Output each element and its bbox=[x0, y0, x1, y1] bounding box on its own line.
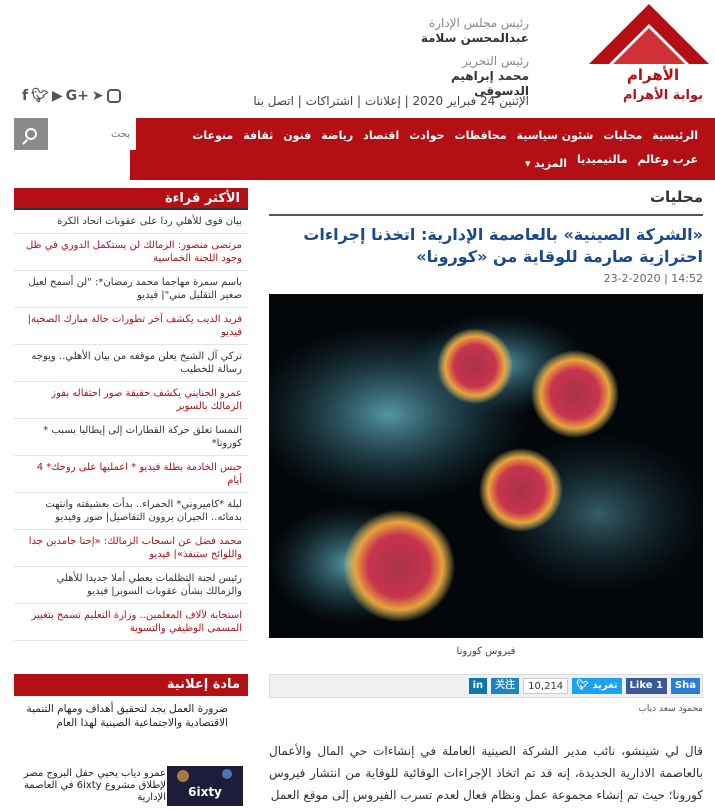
ad-item-text[interactable]: عمرو دياب يحيي حفل البروج مصر لإطلاق مشروع 6ixty في العاصمة الإدارية bbox=[23, 768, 166, 803]
search-area bbox=[14, 118, 130, 152]
facebook-like-button[interactable]: Like 1 bbox=[626, 678, 667, 694]
sidebar bbox=[14, 188, 248, 641]
ad-header: مادة إعلانية bbox=[14, 674, 248, 696]
youtube-icon[interactable]: ▶ bbox=[51, 88, 63, 104]
article-image bbox=[269, 294, 703, 638]
most-read-item[interactable]: ليلة *كاميروني* الحمراء.. بدأت بعشيقته وانتهت بدمائه.. الجيران يروون التفاصيل| صور وفيديو bbox=[14, 493, 248, 530]
linkedin-share-button[interactable]: in bbox=[469, 678, 488, 694]
editor-role: رئيس التحرير bbox=[462, 54, 529, 68]
nav-item[interactable]: شئون سياسية bbox=[516, 129, 594, 142]
telegram-icon[interactable]: ➤ bbox=[91, 88, 104, 104]
ad-item[interactable] bbox=[14, 764, 248, 808]
editor-name-1: محمد إبراهيم bbox=[450, 69, 529, 83]
nav-item[interactable]: رياضة bbox=[321, 129, 354, 142]
twitter-icon[interactable]: 🐦︎ bbox=[31, 88, 49, 104]
nav-item[interactable]: محافظات bbox=[454, 129, 507, 142]
most-read-header: الأكثر قراءة bbox=[14, 188, 248, 210]
nav-item[interactable]: فنون bbox=[283, 129, 312, 142]
most-read-item[interactable]: محمد فضل عن انسحاب الزمالك: «إحنا جامدين جدا واللوائح ستنفذ»| فيديو bbox=[14, 530, 248, 567]
share-count: 10,214 bbox=[523, 678, 568, 694]
nav-item[interactable]: محليات bbox=[603, 129, 643, 142]
svg-text:الأهرام: الأهرام bbox=[626, 66, 680, 84]
most-read-item[interactable]: النمسا تعلق حركة القطارات إلى إيطاليا بسبب * كورونا* bbox=[14, 419, 248, 456]
coronavirus-image bbox=[269, 294, 703, 638]
most-read-item[interactable]: استجابة لآلاف المعلمين.. وزارة التعليم تسمح بتغيير المسمى الوظيفي والتسوية bbox=[14, 604, 248, 641]
editor-name-2: الدسوقى bbox=[474, 84, 529, 98]
most-read-item[interactable]: حبس الخادمة بطلة فيديو * اعمليها على روحك* 4 أيام bbox=[14, 456, 248, 493]
top-links[interactable]: الإثنين 24 فبراير 2020 | إعلانات | اشتراكات | اتصل بنا bbox=[253, 94, 529, 108]
section-title[interactable]: محليات bbox=[649, 188, 703, 206]
nav-more[interactable]: المزيد ▾ bbox=[525, 157, 567, 170]
most-read-item[interactable]: مرتضى منصور: الزمالك لن يستكمل الدوري في ظل وجود اللجنة الخماسية bbox=[14, 234, 248, 271]
logo-text: بوابة الأهرام bbox=[623, 88, 703, 103]
most-read-list bbox=[14, 210, 248, 641]
instagram-icon[interactable] bbox=[107, 89, 121, 103]
article-date: 23-2-2020 | 14:52 bbox=[603, 272, 703, 285]
search-button[interactable] bbox=[14, 118, 48, 150]
section-divider bbox=[269, 214, 703, 216]
ad-thumbnail[interactable] bbox=[167, 766, 243, 806]
share-bar bbox=[269, 674, 703, 698]
most-read-item[interactable]: فريد الديب يكشف آخر تطورات حالة مبارك الصحية| فيديو bbox=[14, 308, 248, 345]
most-read-item[interactable]: باسم سمرة مهاجما محمد رمضان*: "لن أسمح لعيل صغير التقليل مني"| فيديو bbox=[14, 271, 248, 308]
most-read-item[interactable]: بيان قوى للأهلي ردا على عقوبات اتحاد الكرة bbox=[14, 210, 248, 234]
search-icon bbox=[25, 128, 37, 140]
image-caption: فيروس كورونا bbox=[456, 646, 516, 657]
google-plus-icon[interactable]: G+ bbox=[65, 88, 89, 104]
board-role: رئيس مجلس الإدارة bbox=[428, 16, 529, 30]
nav-item[interactable]: الرئيسية bbox=[652, 129, 698, 142]
ad-text[interactable]: ضرورة العمل يجد لتحقيق أهداف ومهام التنمية الاقتصادية والاجتماعية الصينية لهذا العام bbox=[26, 703, 228, 729]
share-button[interactable]: Sha bbox=[671, 678, 700, 694]
article-title: «الشركة الصينية» بالعاصمة الإدارية: اتخذنا إجراءات احترازية صارمة للوقاية من «كورونا» bbox=[303, 225, 703, 266]
site-header bbox=[0, 0, 715, 118]
search-input[interactable] bbox=[50, 118, 136, 150]
most-read-item[interactable]: عمرو الجنايني يكشف حقيقة صور احتفاله بفوز الزمالك بالسوبر bbox=[14, 382, 248, 419]
ad-thumb-text: 6ixty bbox=[188, 785, 222, 799]
nav-item[interactable]: ثقافة bbox=[243, 129, 274, 142]
nav-item[interactable]: حوادث bbox=[409, 129, 445, 142]
facebook-icon[interactable]: f bbox=[22, 88, 29, 104]
main-nav bbox=[130, 118, 715, 180]
nav-item[interactable]: اقتصاد bbox=[363, 129, 400, 142]
article-author[interactable]: محمود سعد دياب bbox=[638, 704, 703, 714]
nav-item[interactable]: مالتيميديا bbox=[576, 153, 628, 166]
twitter-share-button[interactable]: 🐦︎ تغريد bbox=[572, 678, 621, 694]
board-name: عبدالمحسن سلامة bbox=[420, 31, 529, 45]
nav-item[interactable]: منوعات bbox=[192, 129, 234, 142]
most-read-item[interactable]: رئيس لجنة التظلمات يعطي أملا جديدا للأهلي والزمالك بشأن عقوبات السوبر| فيديو bbox=[14, 567, 248, 604]
social-links bbox=[22, 88, 121, 104]
most-read-item[interactable]: تركي آل الشيخ يعلن موقفه من بيان الأهلي.. ويوجه رسالة للخطيب bbox=[14, 345, 248, 382]
wechat-share-button[interactable]: 关注 bbox=[491, 678, 519, 694]
nav-item[interactable]: عرب وعالم bbox=[637, 153, 698, 166]
executives bbox=[421, 16, 529, 99]
article-body: قال لي شينشو، نائب مدير الشركة الصينية العاملة في إنشاءات حي المال والأعمال بالعاصمة الادارية الجديدة، إنه قد تم اتخاذ الإجراءات الوقائية للوقاية من انتشار فيروس كورونا؛ حيث تم إنشاء مجموعة عمل ونظام فعال لعدم تسرب الفيروس إلى موقع العمل bbox=[269, 744, 703, 802]
